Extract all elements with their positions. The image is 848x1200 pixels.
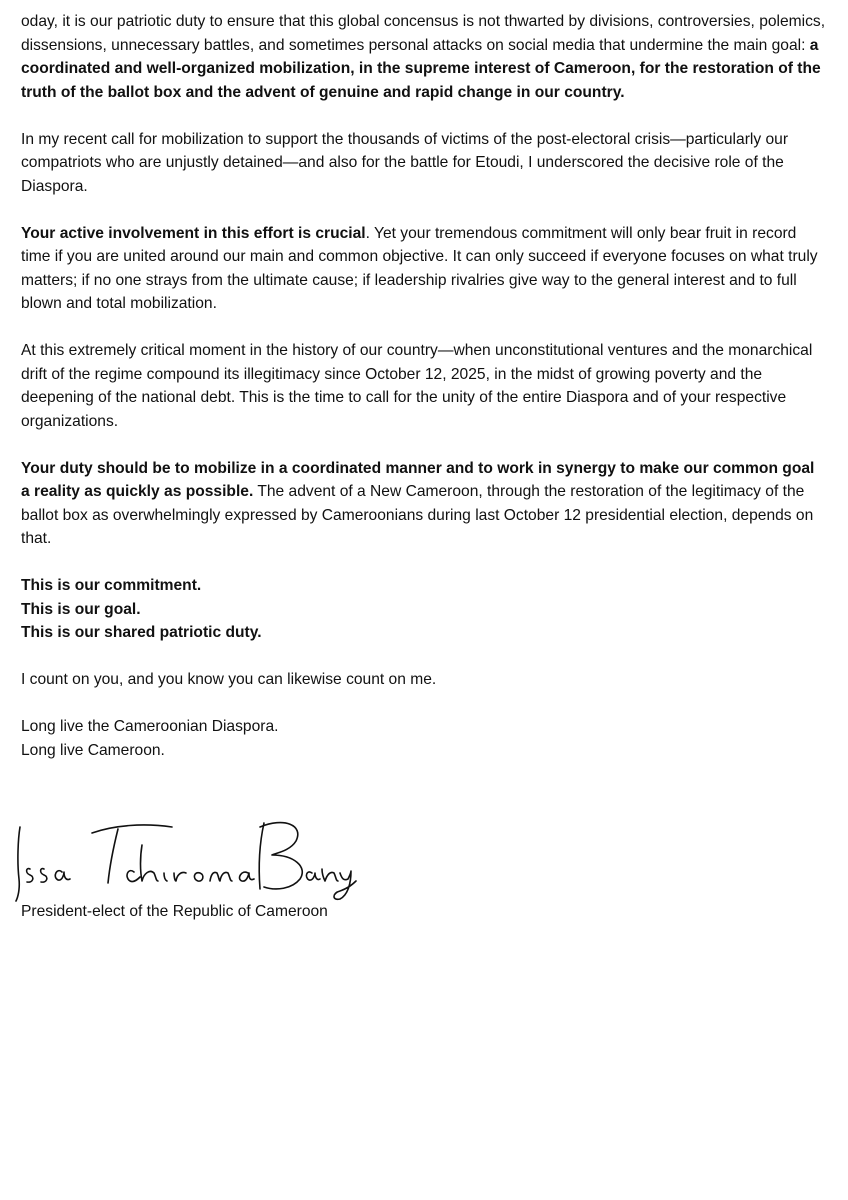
paragraph-5-text: The advent of a New Cameroon, through the restoration of the legitimacy of the ballot box as overwhelmingly expressed by Cameroonians during last October 12 presidential election, depends on that. [21,483,814,547]
closing-line-cameroon: Long live Cameroon. [21,741,165,759]
signature-stroke [108,829,118,883]
signature-stroke [55,871,70,880]
signatory-title: President-elect of the Republic of Cameroon [21,903,328,920]
closing-block [21,715,827,762]
signature-stroke [141,845,159,881]
signature-stroke [41,869,47,883]
signature-stroke [194,873,203,881]
signature-stroke [334,871,356,899]
signature-stroke [92,825,172,833]
closing-line-diaspora: Long live the Cameroonian Diaspora. [21,718,279,735]
duty-line: This is our shared patriotic duty. [21,624,262,641]
paragraph-1-text: oday, it is our patriotic duty to ensure that this global concensus is not thwarted by divisions, controversies, polemics, dissensions, unnecessary battles, and sometimes personal attacks on social media that undermine the main goal: [21,13,826,54]
signature-stroke [16,827,20,901]
paragraph-1-bold-text: a coordinated and well-organized mobilization, in the supreme interest of Cameroon, for the restoration of the truth of the ballot box and the advent of genuine and rapid change in our country. [21,36,821,101]
paragraph-4: At this extremely critical moment in the history of our country—when unconstitutional ventures and the monarchical drift of the regime compound its illegitimacy since October 12, 2025, in the midst of growing poverty and the deepening of the national debt. This is the time to call for the unity of the entire Diaspora and of your respective organizations. [21,342,813,430]
signature-stroke [27,869,33,883]
signature-stroke [240,872,254,881]
paragraph-3 [21,222,827,316]
signature-stroke [127,871,140,882]
signature-stroke [164,873,167,881]
signature-stroke [260,823,302,889]
signature-stroke [322,869,338,881]
signature-stroke [174,872,186,881]
letter-body [21,10,827,786]
paragraph-count-on-you: I count on you, and you know you can likewise count on me. [21,671,437,688]
commitment-block [21,574,827,645]
paragraph-3-text: . Yet your tremendous commitment will only bear fruit in record time if you are united around our main and common objective. It can only succeed if everyone focuses on what truly matters; if no one strays from the ultimate cause; if leadership rivalries give way to the general interest and to full blown and total mobilization. [21,224,818,312]
handwritten-signature [14,817,359,902]
signature-stroke [306,872,320,880]
paragraph-3-bold-text: Your active involvement in this effort is crucial [21,224,366,242]
signature-stroke [210,872,232,881]
commitment-line: This is our commitment. [21,577,202,594]
goal-line: This is our goal. [21,600,141,618]
paragraph-5 [21,457,827,551]
paragraph-2: In my recent call for mobilization to support the thousands of victims of the post-electoral crisis—particularly our compatriots who are unjustly detained—and also for the battle for Etoudi, I underscored the decisive role of the Diaspora. [21,130,789,195]
signature-stroke [259,823,264,889]
paragraph-1 [21,10,827,104]
paragraph-5-bold-text: Your duty should be to mobilize in a coordinated manner and to work in synergy to make our common goal a reality as quickly as possible. [21,459,815,500]
